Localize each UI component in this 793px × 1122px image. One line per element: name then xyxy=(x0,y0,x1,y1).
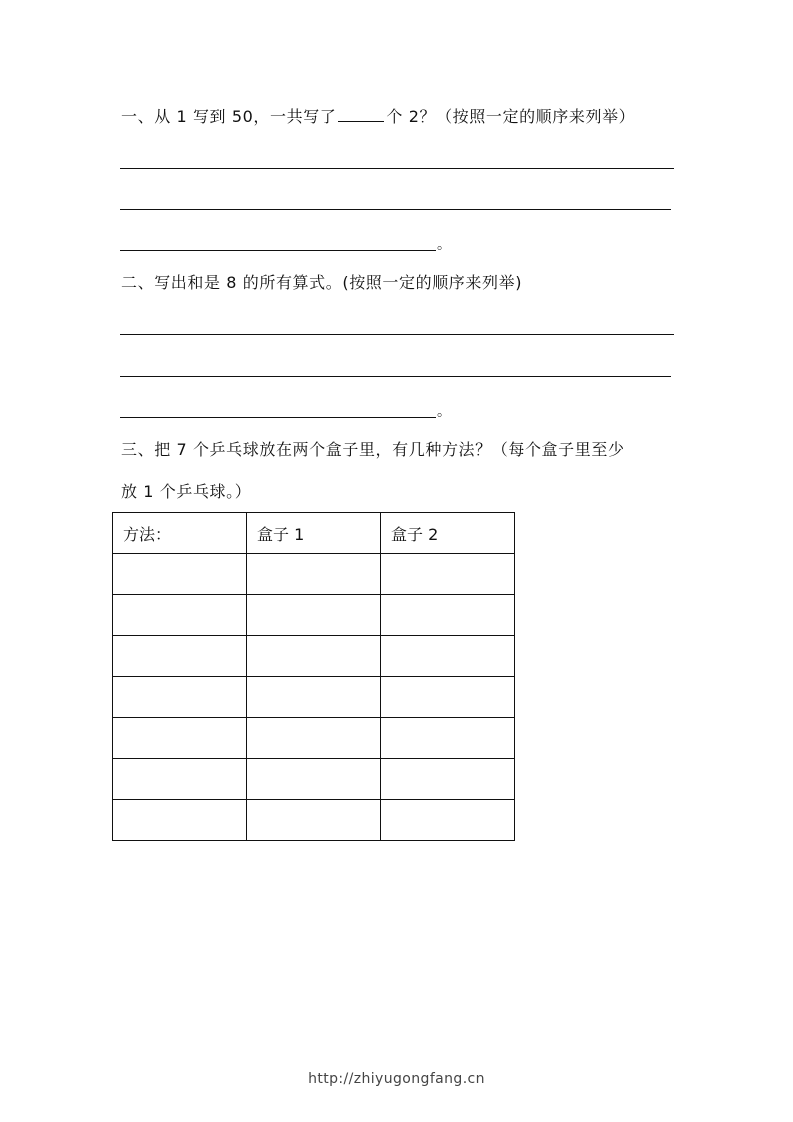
table-cell[interactable] xyxy=(247,677,381,718)
answer-table xyxy=(112,512,515,841)
answer-line-2-1[interactable] xyxy=(120,334,674,335)
table-header-row xyxy=(113,513,515,554)
period-mark: 。 xyxy=(437,404,451,420)
table-cell[interactable] xyxy=(381,636,515,677)
table-row xyxy=(113,636,515,677)
table-cell[interactable] xyxy=(381,554,515,595)
header-box-2: 盒子 2 xyxy=(381,513,515,554)
question-1 xyxy=(121,106,635,127)
answer-line-2-3[interactable] xyxy=(120,417,436,418)
question-1-text-a: 一、从 1 写到 50，一共写了 xyxy=(121,107,337,126)
table-cell[interactable] xyxy=(381,800,515,841)
table-cell[interactable] xyxy=(247,636,381,677)
answer-blank[interactable] xyxy=(338,106,384,122)
table-cell[interactable] xyxy=(381,759,515,800)
table-cell[interactable] xyxy=(113,677,247,718)
question-3-line-2: 放 1 个乒乓球。） xyxy=(121,482,252,501)
table-cell[interactable] xyxy=(381,677,515,718)
table-cell[interactable] xyxy=(247,800,381,841)
table-cell[interactable] xyxy=(113,800,247,841)
answer-line-1-1[interactable] xyxy=(120,168,674,169)
answer-line-2-2[interactable] xyxy=(120,376,671,377)
table-row xyxy=(113,677,515,718)
question-2: 二、写出和是 8 的所有算式。(按照一定的顺序来列举) xyxy=(121,273,523,292)
table-cell[interactable] xyxy=(381,718,515,759)
header-box-1: 盒子 1 xyxy=(247,513,381,554)
table-cell[interactable] xyxy=(381,595,515,636)
table-cell[interactable] xyxy=(113,718,247,759)
question-1-text-b: 个 2？（按照一定的顺序来列举） xyxy=(386,107,636,126)
table-cell[interactable] xyxy=(247,759,381,800)
table-row xyxy=(113,759,515,800)
table-row xyxy=(113,800,515,841)
footer-url: http://zhiyugongfang.cn xyxy=(308,1071,485,1087)
answer-line-1-2[interactable] xyxy=(120,209,671,210)
table-cell[interactable] xyxy=(113,554,247,595)
question-3-line-1: 三、把 7 个乒乓球放在两个盒子里，有几种方法？（每个盒子里至少 xyxy=(121,440,625,459)
table-row xyxy=(113,595,515,636)
table-cell[interactable] xyxy=(247,718,381,759)
period-mark: 。 xyxy=(437,237,451,253)
answer-line-1-3[interactable] xyxy=(120,250,436,251)
table-cell[interactable] xyxy=(113,759,247,800)
table-cell[interactable] xyxy=(113,636,247,677)
table-row xyxy=(113,554,515,595)
header-method: 方法： xyxy=(113,513,247,554)
table-cell[interactable] xyxy=(113,595,247,636)
table-row xyxy=(113,718,515,759)
table-cell[interactable] xyxy=(247,554,381,595)
table-cell[interactable] xyxy=(247,595,381,636)
